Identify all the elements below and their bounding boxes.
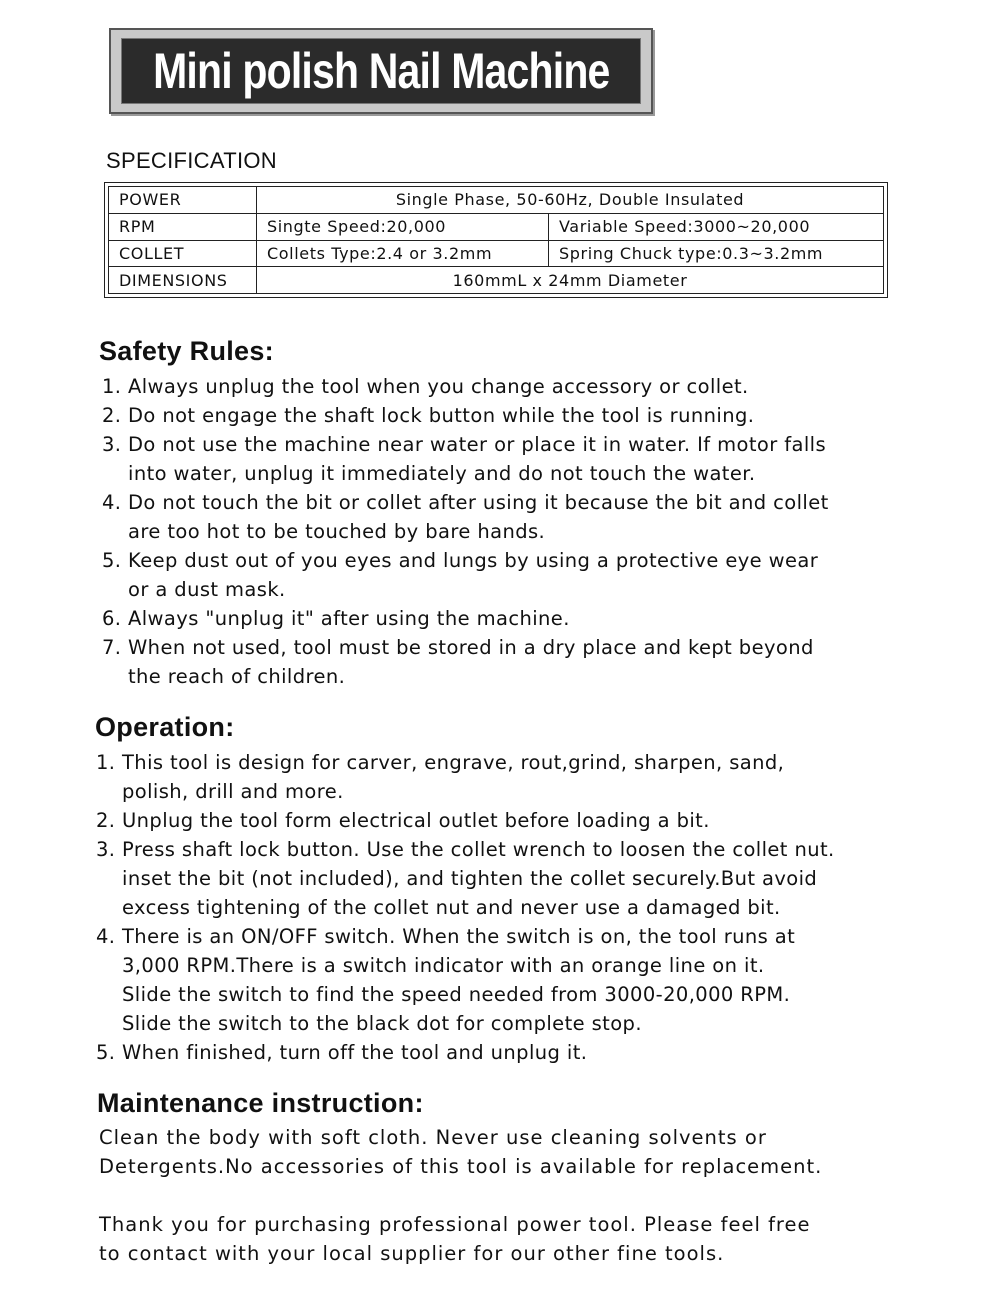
list-item-number: 1. bbox=[96, 751, 116, 774]
closing-text: Thank you for purchasing professional power tool. Please feel free to contact with your local supplier for our other fine tools. bbox=[99, 1213, 811, 1265]
list-item bbox=[102, 604, 829, 633]
list-item-text: Do not use the machine near water or place it in water. If motor falls into water, unplug it immediately and do not touch the water. bbox=[128, 433, 827, 485]
list-item bbox=[96, 922, 835, 1038]
spec-dimensions-value: 160mmL x 24mm Diameter bbox=[257, 267, 884, 294]
list-item-text: Unplug the tool form electrical outlet before loading a bit. bbox=[122, 809, 710, 832]
list-item bbox=[102, 633, 829, 691]
list-item-text: When not used, tool must be stored in a dry place and kept beyond the reach of children. bbox=[128, 636, 814, 688]
specification-table bbox=[108, 186, 884, 294]
spec-dimensions-label: DIMENSIONS bbox=[109, 267, 257, 294]
spec-rpm-single: Singte Speed:20,000 bbox=[257, 213, 549, 240]
list-item bbox=[96, 1038, 835, 1067]
list-item-number: 6. bbox=[102, 607, 122, 630]
list-item bbox=[102, 372, 829, 401]
list-item-number: 4. bbox=[102, 491, 122, 514]
specification-heading: SPECIFICATION bbox=[106, 148, 277, 173]
page-title: Mini polish Nail Machine bbox=[152, 43, 610, 99]
spec-row-rpm bbox=[109, 213, 884, 240]
list-item-text: Always unplug the tool when you change accessory or collet. bbox=[128, 375, 749, 398]
list-item-number: 1. bbox=[102, 375, 122, 398]
maintenance-text: Clean the body with soft cloth. Never use cleaning solvents or Detergents.No accessories of this tool is available for replacement. bbox=[99, 1126, 823, 1178]
list-item-text: Do not touch the bit or collet after using it because the bit and collet are too hot to be touched by bare hands. bbox=[128, 491, 829, 543]
operation-list bbox=[96, 748, 835, 1067]
list-item bbox=[102, 546, 829, 604]
list-item bbox=[102, 401, 829, 430]
spec-collet-chuck: Spring Chuck type:0.3~3.2mm bbox=[549, 240, 884, 267]
spec-collet-label: COLLET bbox=[109, 240, 257, 267]
title-banner bbox=[109, 28, 653, 114]
list-item bbox=[102, 488, 829, 546]
spec-rpm-label: RPM bbox=[109, 213, 257, 240]
spec-row-collet bbox=[109, 240, 884, 267]
spec-row-power bbox=[109, 187, 884, 214]
list-item-number: 3. bbox=[102, 433, 122, 456]
safety-rules-heading: Safety Rules: bbox=[99, 336, 274, 366]
spec-power-value: Single Phase, 50-60Hz, Double Insulated bbox=[257, 187, 884, 214]
list-item-number: 2. bbox=[102, 404, 122, 427]
specification-table-frame bbox=[104, 182, 888, 298]
spec-row-dimensions bbox=[109, 267, 884, 294]
title-plate bbox=[121, 38, 641, 104]
list-item bbox=[102, 430, 829, 488]
safety-rules-list bbox=[102, 372, 829, 691]
list-item-text: There is an ON/OFF switch. When the switch is on, the tool runs at 3,000 RPM.There is a switch indicator with an orange line on it. Slide the switch to find the speed needed from 3000-20,000 RPM. Slide the switch to the black dot for complete stop. bbox=[122, 925, 796, 1035]
maintenance-heading: Maintenance instruction: bbox=[97, 1088, 424, 1118]
list-item-number: 5. bbox=[96, 1041, 116, 1064]
list-item-text: Keep dust out of you eyes and lungs by using a protective eye wear or a dust mask. bbox=[128, 549, 819, 601]
list-item-text: Do not engage the shaft lock button while the tool is running. bbox=[128, 404, 755, 427]
list-item bbox=[96, 835, 835, 922]
list-item-number: 2. bbox=[96, 809, 116, 832]
spec-rpm-variable: Variable Speed:3000~20,000 bbox=[549, 213, 884, 240]
operation-heading: Operation: bbox=[95, 712, 235, 742]
list-item-number: 3. bbox=[96, 838, 116, 861]
list-item-text: Press shaft lock button. Use the collet wrench to loosen the collet nut. inset the bit (not included), and tighten the collet securely.But avoid excess tightening of the collet nut and never use a damaged bit. bbox=[122, 838, 835, 919]
list-item bbox=[96, 748, 835, 806]
list-item-text: Always "unplug it" after using the machine. bbox=[128, 607, 570, 630]
list-item bbox=[96, 806, 835, 835]
list-item-number: 4. bbox=[96, 925, 116, 948]
list-item-number: 5. bbox=[102, 549, 122, 572]
spec-collet-type: Collets Type:2.4 or 3.2mm bbox=[257, 240, 549, 267]
list-item-text: When finished, turn off the tool and unplug it. bbox=[122, 1041, 588, 1064]
list-item-number: 7. bbox=[102, 636, 122, 659]
spec-power-label: POWER bbox=[109, 187, 257, 214]
list-item-text: This tool is design for carver, engrave, rout,grind, sharpen, sand, polish, drill and more. bbox=[122, 751, 785, 803]
